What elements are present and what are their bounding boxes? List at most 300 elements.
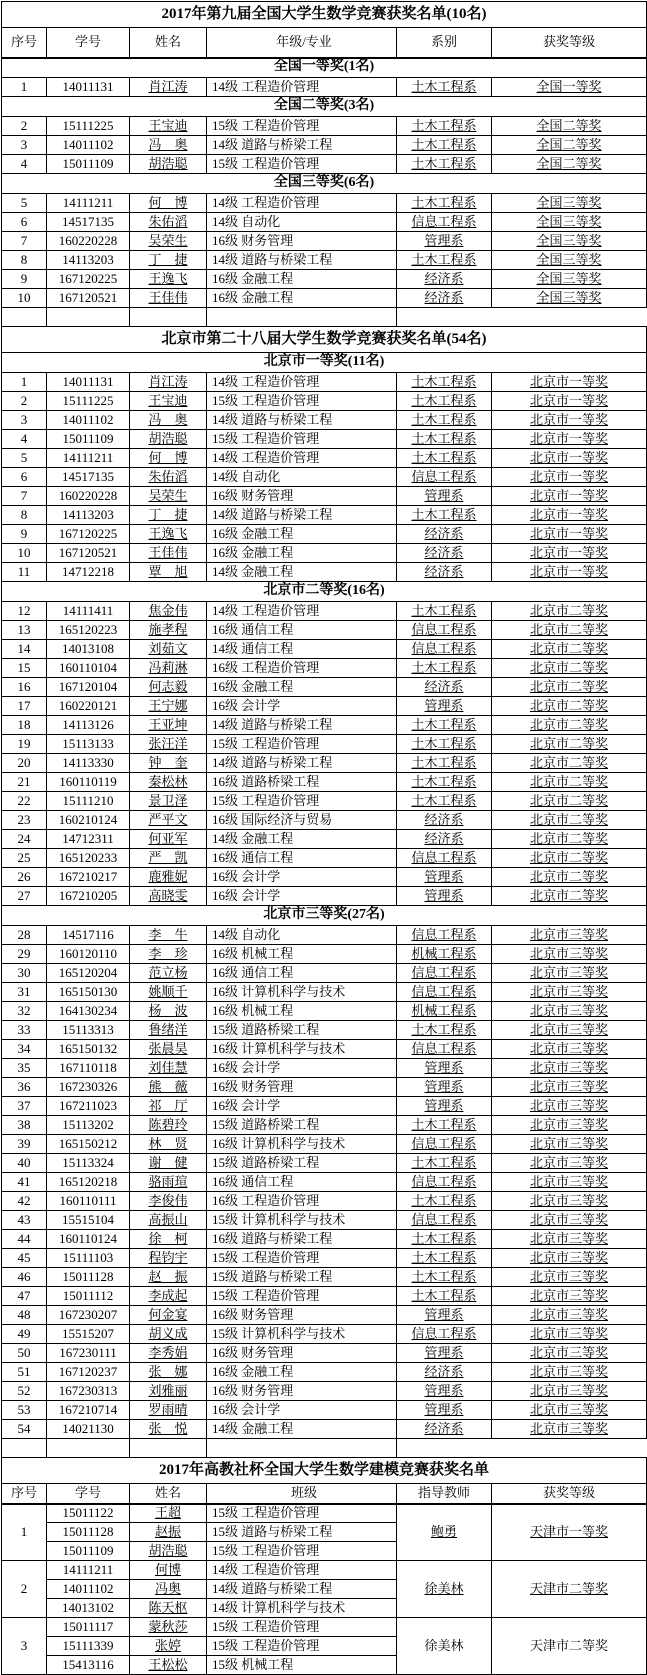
cell-award: 北京市三等奖 bbox=[492, 1021, 647, 1040]
cell-student-id: 167110118 bbox=[47, 1059, 130, 1078]
column-header: 序号 bbox=[2, 1484, 47, 1504]
cell-name: 朱佑滔 bbox=[130, 468, 207, 487]
table-row bbox=[2, 1618, 647, 1637]
cell-student-id: 15111225 bbox=[47, 117, 130, 136]
cell-name: 王佳伟 bbox=[130, 544, 207, 563]
cell-major: 15级 工程造价管理 bbox=[207, 117, 397, 136]
cell-department: 土木工程系 bbox=[397, 251, 492, 270]
cell-name: 李俊伟 bbox=[130, 1192, 207, 1211]
cell-serial: 3 bbox=[2, 136, 47, 155]
cell-award: 北京市三等奖 bbox=[492, 1211, 647, 1230]
cell-award: 北京市二等奖 bbox=[492, 792, 647, 811]
cell-serial: 10 bbox=[2, 544, 47, 563]
cell-award: 北京市三等奖 bbox=[492, 1420, 647, 1439]
cell-major: 15级 工程造价管理 bbox=[207, 1249, 397, 1268]
cell-department: 土木工程系 bbox=[397, 659, 492, 678]
table-row bbox=[2, 117, 647, 136]
cell-name: 景卫泽 bbox=[130, 792, 207, 811]
table-row bbox=[2, 868, 647, 887]
cell-name: 鲁绪洋 bbox=[130, 1021, 207, 1040]
cell-student-id: 14013102 bbox=[47, 1599, 130, 1618]
column-header: 学号 bbox=[47, 1484, 130, 1504]
cell-department: 经济系 bbox=[397, 830, 492, 849]
cell-award: 北京市三等奖 bbox=[492, 1192, 647, 1211]
cell-award: 天津市二等奖 bbox=[492, 1618, 647, 1675]
cell-serial: 29 bbox=[2, 945, 47, 964]
spacer-cell bbox=[397, 1439, 647, 1458]
cell-name: 张 悦 bbox=[130, 1420, 207, 1439]
column-header: 指导教师 bbox=[397, 1484, 492, 1504]
cell-major: 14级 自动化 bbox=[207, 213, 397, 232]
cell-major: 16级 计算机科学与技术 bbox=[207, 1135, 397, 1154]
cell-serial: 5 bbox=[2, 194, 47, 213]
cell-department: 土木工程系 bbox=[397, 449, 492, 468]
cell-department: 信息工程系 bbox=[397, 640, 492, 659]
table-row bbox=[2, 602, 647, 621]
cell-department: 土木工程系 bbox=[397, 117, 492, 136]
cell-name: 冯莉淋 bbox=[130, 659, 207, 678]
cell-student-id: 15011109 bbox=[47, 430, 130, 449]
cell-serial: 11 bbox=[2, 563, 47, 582]
cell-department: 土木工程系 bbox=[397, 430, 492, 449]
cell-student-id: 167230111 bbox=[47, 1344, 130, 1363]
cell-name: 赵 振 bbox=[130, 1268, 207, 1287]
section-header-row bbox=[2, 353, 647, 373]
cell-award: 北京市二等奖 bbox=[492, 754, 647, 773]
table-row bbox=[2, 1116, 647, 1135]
cell-name: 秦松林 bbox=[130, 773, 207, 792]
cell-department: 机械工程系 bbox=[397, 945, 492, 964]
cell-major: 16级 会计学 bbox=[207, 887, 397, 906]
cell-department: 经济系 bbox=[397, 270, 492, 289]
table-row bbox=[2, 1135, 647, 1154]
cell-department: 经济系 bbox=[397, 563, 492, 582]
cell-major: 16级 会计学 bbox=[207, 1097, 397, 1116]
cell-department: 经济系 bbox=[397, 544, 492, 563]
cell-award: 北京市三等奖 bbox=[492, 1268, 647, 1287]
cell-department: 土木工程系 bbox=[397, 136, 492, 155]
cell-serial: 27 bbox=[2, 887, 47, 906]
cell-name: 冯奥 bbox=[130, 1580, 207, 1599]
cell-award: 全国二等奖 bbox=[492, 117, 647, 136]
cell-class: 14级 计算机科学与技术 bbox=[207, 1599, 397, 1618]
column-header: 年级/专业 bbox=[207, 28, 397, 58]
table-row bbox=[2, 487, 647, 506]
cell-student-id: 15111225 bbox=[47, 392, 130, 411]
cell-name: 李秀娟 bbox=[130, 1344, 207, 1363]
table-row bbox=[2, 887, 647, 906]
cell-name: 严平文 bbox=[130, 811, 207, 830]
cell-name: 何金宴 bbox=[130, 1306, 207, 1325]
spacer-cell bbox=[47, 1439, 130, 1458]
cell-serial: 7 bbox=[2, 487, 47, 506]
cell-major: 16级 金融工程 bbox=[207, 289, 397, 308]
cell-department: 信息工程系 bbox=[397, 468, 492, 487]
cell-department: 管理系 bbox=[397, 232, 492, 251]
cell-name: 蒙秋莎 bbox=[130, 1618, 207, 1637]
cell-serial: 54 bbox=[2, 1420, 47, 1439]
table-row bbox=[2, 430, 647, 449]
cell-student-id: 14113126 bbox=[47, 716, 130, 735]
cell-serial: 21 bbox=[2, 773, 47, 792]
cell-name: 祁 厅 bbox=[130, 1097, 207, 1116]
cell-student-id: 160110104 bbox=[47, 659, 130, 678]
cell-serial: 26 bbox=[2, 868, 47, 887]
cell-student-id: 165120233 bbox=[47, 849, 130, 868]
cell-award: 北京市二等奖 bbox=[492, 659, 647, 678]
cell-class: 14级 工程造价管理 bbox=[207, 1561, 397, 1580]
awards-table-body bbox=[2, 2, 647, 1675]
cell-major: 14级 道路与桥梁工程 bbox=[207, 411, 397, 430]
cell-department: 经济系 bbox=[397, 289, 492, 308]
table-row bbox=[2, 1230, 647, 1249]
cell-department: 信息工程系 bbox=[397, 1325, 492, 1344]
cell-name: 何 博 bbox=[130, 194, 207, 213]
cell-award: 北京市三等奖 bbox=[492, 1306, 647, 1325]
cell-serial: 1 bbox=[2, 1504, 47, 1561]
cell-student-id: 167120237 bbox=[47, 1363, 130, 1382]
cell-serial: 23 bbox=[2, 811, 47, 830]
cell-award: 全国三等奖 bbox=[492, 194, 647, 213]
cell-major: 16级 财务管理 bbox=[207, 1306, 397, 1325]
cell-major: 16级 通信工程 bbox=[207, 621, 397, 640]
cell-award: 全国二等奖 bbox=[492, 136, 647, 155]
table-row bbox=[2, 563, 647, 582]
table-row bbox=[2, 945, 647, 964]
cell-award: 北京市二等奖 bbox=[492, 678, 647, 697]
cell-major: 16级 金融工程 bbox=[207, 544, 397, 563]
cell-major: 14级 道路与桥梁工程 bbox=[207, 136, 397, 155]
cell-award: 北京市三等奖 bbox=[492, 1097, 647, 1116]
cell-award: 北京市一等奖 bbox=[492, 525, 647, 544]
cell-serial: 32 bbox=[2, 1002, 47, 1021]
cell-department: 管理系 bbox=[397, 1059, 492, 1078]
cell-major: 16级 道路桥梁工程 bbox=[207, 773, 397, 792]
cell-department: 土木工程系 bbox=[397, 1230, 492, 1249]
cell-major: 16级 计算机科学与技术 bbox=[207, 983, 397, 1002]
cell-name: 胡义成 bbox=[130, 1325, 207, 1344]
cell-major: 16级 机械工程 bbox=[207, 945, 397, 964]
table-row bbox=[2, 830, 647, 849]
cell-award: 北京市三等奖 bbox=[492, 1363, 647, 1382]
table-row bbox=[2, 525, 647, 544]
cell-award: 北京市二等奖 bbox=[492, 811, 647, 830]
cell-department: 信息工程系 bbox=[397, 964, 492, 983]
cell-student-id: 15011109 bbox=[47, 1542, 130, 1561]
cell-department: 土木工程系 bbox=[397, 1192, 492, 1211]
table-row bbox=[2, 773, 647, 792]
cell-major: 16级 会计学 bbox=[207, 1401, 397, 1420]
cell-student-id: 15111103 bbox=[47, 1249, 130, 1268]
cell-award: 北京市三等奖 bbox=[492, 1249, 647, 1268]
cell-award: 北京市二等奖 bbox=[492, 735, 647, 754]
cell-major: 16级 计算机科学与技术 bbox=[207, 1040, 397, 1059]
column-header-row bbox=[2, 1484, 647, 1504]
cell-student-id: 14517135 bbox=[47, 213, 130, 232]
cell-department: 土木工程系 bbox=[397, 411, 492, 430]
cell-department: 土木工程系 bbox=[397, 506, 492, 525]
cell-name: 王逸飞 bbox=[130, 270, 207, 289]
cell-department: 土木工程系 bbox=[397, 792, 492, 811]
cell-serial: 53 bbox=[2, 1401, 47, 1420]
table-row bbox=[2, 926, 647, 945]
cell-serial: 18 bbox=[2, 716, 47, 735]
cell-department: 土木工程系 bbox=[397, 602, 492, 621]
cell-award: 北京市三等奖 bbox=[492, 1116, 647, 1135]
cell-student-id: 160220228 bbox=[47, 232, 130, 251]
table-row bbox=[2, 983, 647, 1002]
cell-major: 16级 金融工程 bbox=[207, 678, 397, 697]
cell-award: 全国二等奖 bbox=[492, 155, 647, 174]
cell-major: 14级 道路与桥梁工程 bbox=[207, 754, 397, 773]
cell-department: 信息工程系 bbox=[397, 1040, 492, 1059]
cell-award: 北京市三等奖 bbox=[492, 1173, 647, 1192]
cell-student-id: 167230207 bbox=[47, 1306, 130, 1325]
table-row bbox=[2, 373, 647, 392]
cell-serial: 33 bbox=[2, 1021, 47, 1040]
cell-major: 16级 财务管理 bbox=[207, 1344, 397, 1363]
cell-major: 14级 道路与桥梁工程 bbox=[207, 506, 397, 525]
cell-name: 鹿雅妮 bbox=[130, 868, 207, 887]
cell-serial: 6 bbox=[2, 213, 47, 232]
cell-major: 15级 工程造价管理 bbox=[207, 1287, 397, 1306]
cell-major: 14级 工程造价管理 bbox=[207, 373, 397, 392]
cell-serial: 8 bbox=[2, 251, 47, 270]
column-header: 姓名 bbox=[130, 1484, 207, 1504]
table-row bbox=[2, 1344, 647, 1363]
cell-name: 谢 健 bbox=[130, 1154, 207, 1173]
cell-award: 北京市二等奖 bbox=[492, 602, 647, 621]
cell-department: 管理系 bbox=[397, 887, 492, 906]
cell-major: 16级 通信工程 bbox=[207, 1173, 397, 1192]
cell-serial: 4 bbox=[2, 155, 47, 174]
cell-student-id: 14113203 bbox=[47, 506, 130, 525]
cell-department: 经济系 bbox=[397, 678, 492, 697]
cell-student-id: 15011122 bbox=[47, 1504, 130, 1523]
cell-student-id: 165150130 bbox=[47, 983, 130, 1002]
table-row bbox=[2, 1306, 647, 1325]
cell-serial: 31 bbox=[2, 983, 47, 1002]
cell-student-id: 14021130 bbox=[47, 1420, 130, 1439]
spacer-cell bbox=[2, 1439, 47, 1458]
table-row bbox=[2, 1078, 647, 1097]
cell-major: 15级 计算机科学与技术 bbox=[207, 1325, 397, 1344]
cell-student-id: 160110124 bbox=[47, 1230, 130, 1249]
cell-name: 肖江涛 bbox=[130, 373, 207, 392]
cell-student-id: 167210217 bbox=[47, 868, 130, 887]
cell-name: 朱佑滔 bbox=[130, 213, 207, 232]
cell-name: 胡浩聪 bbox=[130, 430, 207, 449]
cell-major: 14级 道路与桥梁工程 bbox=[207, 251, 397, 270]
table-row bbox=[2, 78, 647, 97]
cell-major: 15级 工程造价管理 bbox=[207, 155, 397, 174]
cell-student-id: 15011117 bbox=[47, 1618, 130, 1637]
cell-department: 管理系 bbox=[397, 1306, 492, 1325]
cell-name: 丁 捷 bbox=[130, 506, 207, 525]
cell-student-id: 14011131 bbox=[47, 78, 130, 97]
cell-major: 14级 金融工程 bbox=[207, 1420, 397, 1439]
cell-student-id: 14011102 bbox=[47, 1580, 130, 1599]
cell-name: 刘茹文 bbox=[130, 640, 207, 659]
cell-name: 吴荣生 bbox=[130, 487, 207, 506]
cell-major: 14级 自动化 bbox=[207, 468, 397, 487]
cell-name: 杨 波 bbox=[130, 1002, 207, 1021]
cell-award: 北京市三等奖 bbox=[492, 1059, 647, 1078]
cell-award: 北京市二等奖 bbox=[492, 887, 647, 906]
table-row bbox=[2, 1504, 647, 1523]
cell-serial: 52 bbox=[2, 1382, 47, 1401]
cell-department: 管理系 bbox=[397, 868, 492, 887]
cell-award: 全国三等奖 bbox=[492, 289, 647, 308]
cell-major: 14级 工程造价管理 bbox=[207, 602, 397, 621]
table-row bbox=[2, 1021, 647, 1040]
cell-name: 陈碧玲 bbox=[130, 1116, 207, 1135]
table-row bbox=[2, 1249, 647, 1268]
cell-serial: 1 bbox=[2, 78, 47, 97]
cell-student-id: 15113133 bbox=[47, 735, 130, 754]
cell-major: 15级 工程造价管理 bbox=[207, 430, 397, 449]
cell-award: 北京市一等奖 bbox=[492, 411, 647, 430]
cell-department: 信息工程系 bbox=[397, 1211, 492, 1230]
column-header-row bbox=[2, 28, 647, 58]
table-row bbox=[2, 716, 647, 735]
cell-department: 经济系 bbox=[397, 1363, 492, 1382]
cell-student-id: 15111339 bbox=[47, 1637, 130, 1656]
table-row bbox=[2, 1401, 647, 1420]
cell-serial: 36 bbox=[2, 1078, 47, 1097]
cell-teacher: 徐美林 bbox=[397, 1618, 492, 1675]
cell-name: 刘雅丽 bbox=[130, 1382, 207, 1401]
cell-class: 15级 工程造价管理 bbox=[207, 1504, 397, 1523]
cell-award: 北京市三等奖 bbox=[492, 926, 647, 945]
cell-serial: 42 bbox=[2, 1192, 47, 1211]
cell-department: 经济系 bbox=[397, 525, 492, 544]
table-row bbox=[2, 735, 647, 754]
cell-student-id: 14011102 bbox=[47, 136, 130, 155]
cell-student-id: 15111210 bbox=[47, 792, 130, 811]
cell-name: 骆雨瑄 bbox=[130, 1173, 207, 1192]
cell-student-id: 167230326 bbox=[47, 1078, 130, 1097]
cell-class: 15级 机械工程 bbox=[207, 1656, 397, 1675]
cell-major: 16级 金融工程 bbox=[207, 270, 397, 289]
cell-student-id: 15113324 bbox=[47, 1154, 130, 1173]
table-title-row bbox=[2, 327, 647, 353]
cell-serial: 40 bbox=[2, 1154, 47, 1173]
cell-department: 信息工程系 bbox=[397, 213, 492, 232]
spacer-cell bbox=[397, 308, 647, 327]
cell-student-id: 14113203 bbox=[47, 251, 130, 270]
table-row bbox=[2, 1040, 647, 1059]
cell-award: 北京市二等奖 bbox=[492, 640, 647, 659]
table-row bbox=[2, 449, 647, 468]
cell-major: 14级 工程造价管理 bbox=[207, 78, 397, 97]
cell-student-id: 160220228 bbox=[47, 487, 130, 506]
cell-major: 14级 自动化 bbox=[207, 926, 397, 945]
table-row bbox=[2, 213, 647, 232]
cell-serial: 38 bbox=[2, 1116, 47, 1135]
cell-serial: 25 bbox=[2, 849, 47, 868]
section-header-row bbox=[2, 58, 647, 78]
cell-student-id: 15515104 bbox=[47, 1211, 130, 1230]
cell-serial: 2 bbox=[2, 392, 47, 411]
cell-student-id: 167230313 bbox=[47, 1382, 130, 1401]
cell-serial: 28 bbox=[2, 926, 47, 945]
column-header: 系别 bbox=[397, 28, 492, 58]
cell-student-id: 15011128 bbox=[47, 1523, 130, 1542]
cell-serial: 16 bbox=[2, 678, 47, 697]
cell-department: 管理系 bbox=[397, 487, 492, 506]
cell-serial: 45 bbox=[2, 1249, 47, 1268]
table-row bbox=[2, 1002, 647, 1021]
cell-award: 北京市一等奖 bbox=[492, 468, 647, 487]
table-row bbox=[2, 811, 647, 830]
cell-department: 管理系 bbox=[397, 1344, 492, 1363]
cell-serial: 13 bbox=[2, 621, 47, 640]
cell-student-id: 14712311 bbox=[47, 830, 130, 849]
cell-award: 北京市一等奖 bbox=[492, 449, 647, 468]
table-row bbox=[2, 678, 647, 697]
awards-table bbox=[1, 1, 647, 1675]
cell-class: 15级 工程造价管理 bbox=[207, 1542, 397, 1561]
cell-award: 北京市二等奖 bbox=[492, 716, 647, 735]
cell-name: 吴荣生 bbox=[130, 232, 207, 251]
cell-department: 信息工程系 bbox=[397, 849, 492, 868]
spacer-cell bbox=[207, 308, 397, 327]
column-header: 序号 bbox=[2, 28, 47, 58]
cell-name: 王佳伟 bbox=[130, 289, 207, 308]
table-row bbox=[2, 136, 647, 155]
cell-major: 16级 财务管理 bbox=[207, 1382, 397, 1401]
cell-award: 北京市三等奖 bbox=[492, 983, 647, 1002]
cell-award: 北京市二等奖 bbox=[492, 621, 647, 640]
cell-major: 16级 金融工程 bbox=[207, 1363, 397, 1382]
cell-student-id: 15113313 bbox=[47, 1021, 130, 1040]
cell-major: 15级 道路桥梁工程 bbox=[207, 1116, 397, 1135]
cell-award: 北京市二等奖 bbox=[492, 773, 647, 792]
cell-name: 王亚坤 bbox=[130, 716, 207, 735]
column-header: 获奖等级 bbox=[492, 28, 647, 58]
cell-student-id: 14013108 bbox=[47, 640, 130, 659]
cell-major: 16级 道路与桥梁工程 bbox=[207, 1230, 397, 1249]
cell-class: 14级 道路与桥梁工程 bbox=[207, 1580, 397, 1599]
cell-major: 16级 财务管理 bbox=[207, 232, 397, 251]
cell-award: 北京市三等奖 bbox=[492, 964, 647, 983]
cell-serial: 9 bbox=[2, 525, 47, 544]
cell-award: 北京市三等奖 bbox=[492, 1154, 647, 1173]
cell-name: 刘佳慧 bbox=[130, 1059, 207, 1078]
table-title: 北京市第二十八届大学生数学竞赛获奖名单(54名) bbox=[2, 327, 647, 353]
cell-award: 全国三等奖 bbox=[492, 232, 647, 251]
table-row bbox=[2, 468, 647, 487]
cell-name: 林 贤 bbox=[130, 1135, 207, 1154]
table-row bbox=[2, 1382, 647, 1401]
cell-name: 姚顺千 bbox=[130, 983, 207, 1002]
cell-student-id: 15413116 bbox=[47, 1656, 130, 1675]
cell-student-id: 14113330 bbox=[47, 754, 130, 773]
cell-department: 土木工程系 bbox=[397, 1287, 492, 1306]
cell-award: 北京市二等奖 bbox=[492, 849, 647, 868]
cell-award: 北京市三等奖 bbox=[492, 1344, 647, 1363]
table-row bbox=[2, 1211, 647, 1230]
table-row bbox=[2, 964, 647, 983]
cell-student-id: 160110119 bbox=[47, 773, 130, 792]
cell-serial: 9 bbox=[2, 270, 47, 289]
cell-student-id: 165120204 bbox=[47, 964, 130, 983]
cell-name: 钟 奎 bbox=[130, 754, 207, 773]
cell-name: 王宁娜 bbox=[130, 697, 207, 716]
cell-serial: 12 bbox=[2, 602, 47, 621]
table-row bbox=[2, 232, 647, 251]
